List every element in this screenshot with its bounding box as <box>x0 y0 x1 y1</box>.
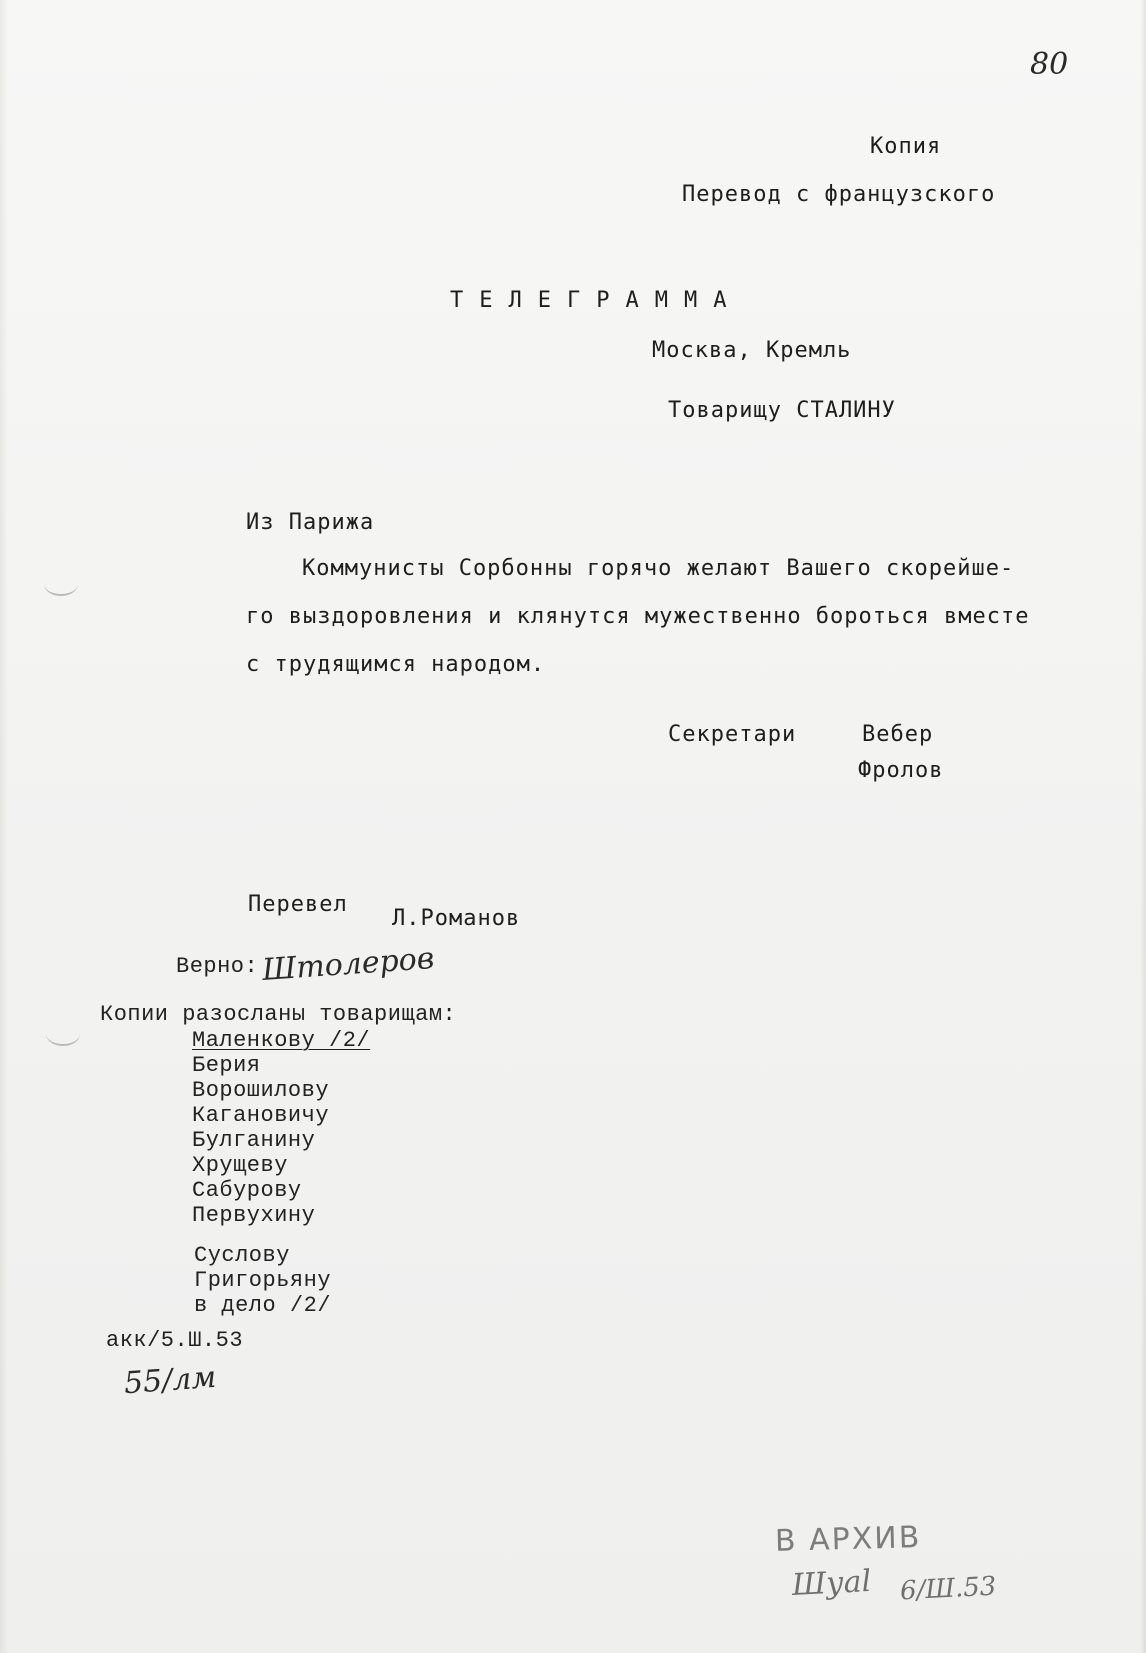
page-number: 80 <box>1030 47 1069 82</box>
page-edge-right <box>1140 0 1146 1653</box>
translation-note: Перевод с французского <box>682 182 996 207</box>
verification-label: Верно: <box>176 954 259 979</box>
reference-code: акк/5.Ш.53 <box>106 1328 244 1353</box>
signatory-2: Фролов <box>858 758 944 783</box>
recipient-7: Сабурову <box>192 1178 302 1203</box>
recipient-3: Ворошилову <box>192 1078 330 1103</box>
recipient-6: Хрущеву <box>192 1153 288 1178</box>
recipient-1: Маленкову /2/ <box>192 1028 371 1053</box>
recipient-5: Булганину <box>192 1128 316 1153</box>
recipient-10: Григорьяну <box>194 1268 332 1293</box>
address-line-2: Товарищу СТАЛИНУ <box>668 398 896 423</box>
body-line-3: с трудящимся народом. <box>246 652 546 677</box>
body-line-1: Коммунисты Сорбонны горячо желают Вашего скорейше- <box>302 556 1015 581</box>
archive-stamp-date: 6/Ш.53 <box>899 1571 998 1607</box>
handwritten-note: 55/лм <box>122 1359 218 1402</box>
punch-hole-top <box>44 572 78 596</box>
recipient-11: в дело /2/ <box>194 1293 332 1318</box>
page-edge-left <box>0 0 8 1653</box>
archive-stamp: В АРХИВ <box>774 1520 922 1559</box>
address-line-1: Москва, Кремль <box>652 338 852 363</box>
verification-signature: Штолеров <box>260 941 436 988</box>
punch-hole-bottom <box>46 1022 80 1046</box>
copy-label: Копия <box>870 134 942 159</box>
recipient-8: Первухину <box>192 1203 316 1228</box>
translator-name: Л.Романов <box>392 906 521 931</box>
telegram-origin: Из Парижа <box>246 510 375 535</box>
distribution-heading: Копии разосланы товарищам: <box>100 1002 457 1027</box>
recipient-4: Кагановичу <box>192 1103 330 1128</box>
signatory-1: Вебер <box>862 722 934 747</box>
translator-label: Перевел <box>248 892 348 917</box>
body-line-2: го выздоровления и клянутся мужественно бороться вместе <box>246 604 1030 629</box>
telegram-title: ТЕЛЕГРАММА <box>450 288 743 313</box>
recipient-9: Суслову <box>194 1243 290 1268</box>
archive-stamp-signature: Шуаl <box>791 1563 872 1604</box>
recipient-2: Берия <box>192 1053 261 1078</box>
signatories-label: Секретари <box>668 722 797 747</box>
